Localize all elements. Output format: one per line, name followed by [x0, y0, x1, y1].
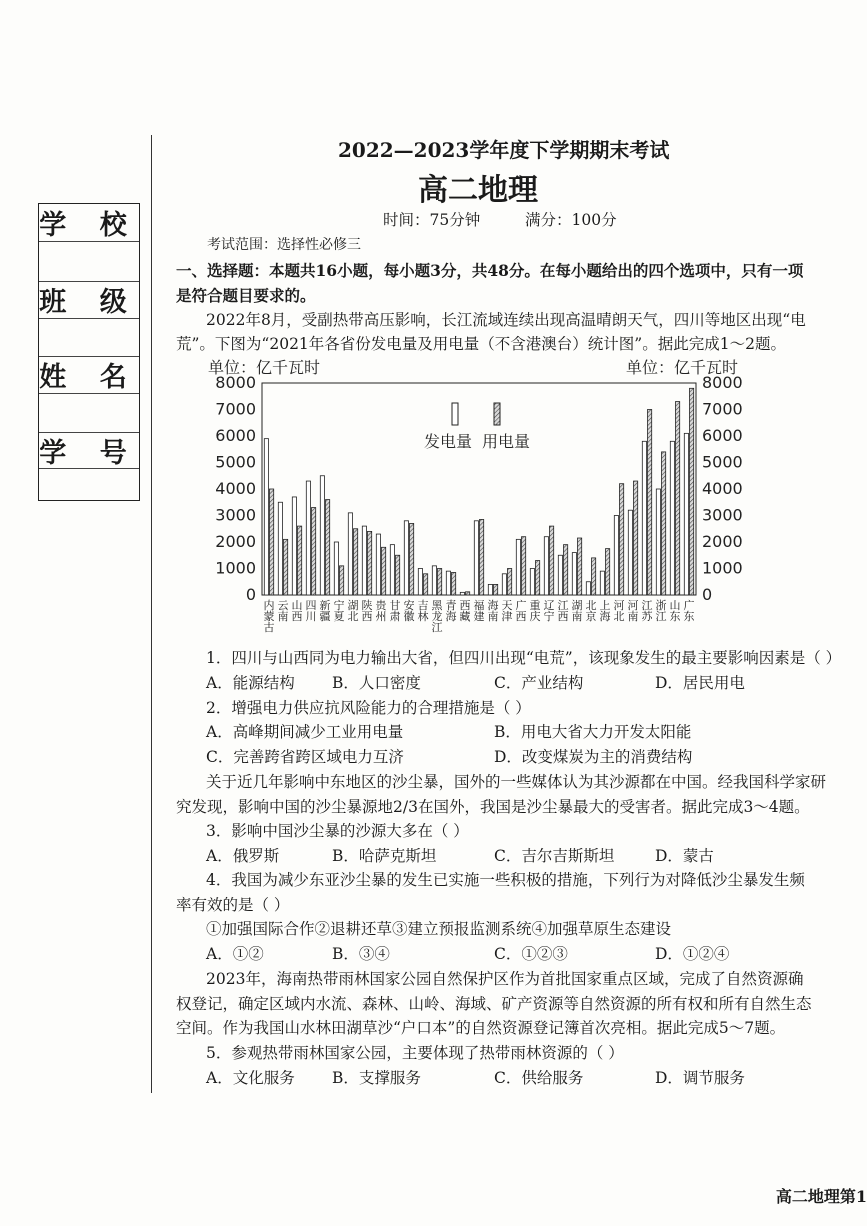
q3-stem: 3．影响中国沙尘暴的沙源大多在（ ）: [206, 822, 469, 840]
passage1-line2: 荒”。下图为“2021年各省份发电量及用电量（不含港澳台）统计图”。据此完成1～2题。: [176, 335, 786, 353]
passage2-line2: 究发现，影响中国的沙尘暴源地2/3在国外，我国是沙尘暴最大的受害者。据此完成3～4题。: [176, 798, 810, 816]
bar-generation: [474, 521, 478, 595]
bar-consumption: [298, 526, 302, 595]
q3-option-d: D．蒙古: [655, 847, 714, 865]
q5-option-d: D．调节服务: [655, 1069, 745, 1087]
y-tick-right: 4000: [702, 479, 743, 498]
x-tick-label: 辽: [543, 599, 555, 612]
section-instructions-1: 一、选择题：本题共16小题，每小题3分，共48分。在每小题给出的四个选项中，只有一项: [176, 261, 804, 280]
exam-title: 2022—2023学年度下学期期末考试: [338, 138, 670, 162]
x-tick-label: 苏: [641, 610, 653, 623]
x-tick-label: 浙: [655, 599, 667, 612]
bar-generation: [502, 574, 506, 595]
bar-generation: [404, 521, 408, 595]
y-tick-right: 3000: [702, 505, 743, 525]
bar-generation: [460, 592, 464, 595]
bar-consumption: [662, 452, 666, 595]
x-tick-label: 江: [431, 621, 443, 634]
bar-generation: [544, 537, 548, 595]
legend-swatch-consumption: [494, 403, 500, 425]
student-id-label: 学 号: [39, 438, 139, 469]
q1-stem: 1．四川与山西同为电力输出大省，但四川出现“电荒”，该现象发生的最主要影响因素是（ ）: [206, 649, 842, 667]
bar-generation: [516, 539, 520, 595]
x-tick-label: 西: [459, 599, 471, 612]
x-tick-label: 西: [515, 610, 527, 623]
q3-option-c: C．吉尔吉斯斯坦: [494, 847, 615, 865]
bar-generation: [446, 571, 450, 595]
bar-generation: [390, 545, 394, 595]
x-tick-label: 藏: [459, 610, 471, 623]
x-tick-label: 北: [613, 610, 625, 623]
bar-consumption: [648, 410, 652, 596]
x-tick-label: 湖: [347, 599, 359, 612]
x-tick-label: 海: [445, 610, 457, 623]
x-tick-label: 龙: [431, 610, 443, 623]
bar-generation: [376, 534, 380, 595]
x-tick-label: 蒙: [263, 610, 275, 623]
bar-generation: [264, 439, 268, 595]
y-tick-right: 5000: [702, 452, 743, 472]
x-tick-label: 四: [305, 599, 317, 612]
chart-legend: [424, 403, 530, 451]
exam-scope: 考试范围：选择性必修三: [207, 237, 361, 253]
x-tick-label: 西: [291, 610, 303, 623]
bar-generation: [628, 510, 632, 595]
passage2-line1: 关于近几年影响中东地区的沙尘暴，国外的一些媒体认为其沙源都在中国。经我国科学家研: [206, 773, 827, 791]
y-tick-left: 1000: [215, 558, 256, 578]
bar-consumption: [410, 523, 414, 595]
y-tick-left: 8000: [215, 373, 256, 392]
q1-option-d: D．居民用电: [655, 674, 745, 692]
bar-consumption: [494, 584, 498, 595]
x-tick-label: 安: [403, 599, 415, 612]
bar-consumption: [396, 555, 400, 595]
q3-option-a: A．俄罗斯: [206, 847, 280, 865]
bar-consumption: [326, 500, 330, 595]
right-y-axis: [702, 373, 743, 604]
left-y-axis: [215, 373, 256, 604]
q5-option-b: B．支撑服务: [332, 1069, 421, 1087]
passage3-line2: 权登记，确定区域内水流、森林、山岭、海域、矿产资源等自然资源的所有权和所有自然生态: [176, 995, 812, 1013]
x-tick-label: 海: [487, 599, 499, 612]
y-tick-right: 6000: [702, 426, 743, 445]
q2-stem: 2．增强电力供应抗风险能力的合理措施是（ ）: [206, 699, 531, 717]
bar-consumption: [368, 531, 372, 595]
exam-score: 满分：100分: [525, 211, 617, 229]
x-tick-label: 东: [683, 610, 695, 623]
class-blank: [39, 318, 139, 319]
bar-consumption: [438, 569, 442, 596]
x-tick-label: 天: [501, 599, 513, 612]
x-tick-label: 广: [515, 599, 527, 612]
binding-line: [151, 135, 152, 1093]
bar-consumption: [690, 388, 694, 595]
y-tick-left: 5000: [215, 452, 256, 472]
bar-generation: [670, 441, 674, 595]
legend-swatch-generation: [452, 403, 458, 425]
x-tick-label: 北: [585, 599, 597, 612]
right-unit-label: 单位：亿千瓦时: [626, 358, 739, 377]
q3-option-b: B．哈萨克斯坦: [332, 847, 437, 865]
q4-option-c: C．①②③: [494, 945, 568, 963]
x-tick-label: 重: [529, 599, 541, 612]
x-tick-label: 津: [501, 610, 513, 623]
bar-generation: [614, 516, 618, 596]
bar-generation: [278, 502, 282, 595]
bar-consumption: [550, 526, 554, 595]
x-tick-label: 陕: [361, 599, 373, 612]
bar-generation: [320, 476, 324, 595]
q2-option-d: D．改变煤炭为主的消费结构: [494, 748, 693, 766]
bar-consumption: [578, 538, 582, 595]
x-tick-label: 西: [361, 610, 373, 623]
bar-consumption: [536, 561, 540, 595]
section-instructions-2: 是符合题目要求的。: [176, 286, 316, 305]
x-tick-label: 甘: [389, 599, 401, 612]
left-unit-label: 单位：亿千瓦时: [208, 358, 321, 377]
x-tick-label: 山: [291, 599, 303, 612]
legend-label-consumption: 用电量: [482, 432, 531, 451]
x-tick-label: 黑: [431, 599, 443, 612]
x-tick-label: 贵: [375, 599, 387, 612]
bar-consumption: [284, 539, 288, 595]
y-tick-left: 0: [245, 585, 256, 604]
page-footer: 高二地理第1: [775, 1187, 867, 1206]
x-tick-label: 南: [277, 610, 289, 623]
x-tick-label: 夏: [333, 610, 345, 623]
legend-label-generation: 发电量: [424, 432, 473, 451]
q1-option-b: B．人口密度: [332, 674, 421, 692]
x-tick-label: 山: [669, 599, 681, 612]
q4-option-a: A．①②: [206, 945, 264, 963]
x-tick-label: 广: [683, 599, 695, 612]
bar-generation: [530, 569, 534, 596]
student-info-box: [38, 203, 140, 501]
x-tick-label: 徽: [403, 610, 415, 623]
x-tick-label: 河: [613, 599, 625, 612]
bar-consumption: [270, 489, 274, 595]
bar-generation: [348, 513, 352, 595]
q4-stem-1: 4．我国为减少东亚沙尘暴的发生已实施一些积极的措施，下列行为对降低沙尘暴发生频: [206, 871, 805, 889]
bar-generation: [362, 526, 366, 595]
x-tick-label: 南: [571, 610, 583, 623]
bar-group: [264, 388, 693, 595]
bar-consumption: [592, 558, 596, 595]
bar-generation: [642, 441, 646, 595]
passage1-line1: 2022年8月，受副热带高压影响，长江流域连续出现高温晴朗天气，四川等地区出现“电: [206, 311, 806, 329]
bar-generation: [292, 497, 296, 595]
bar-consumption: [620, 484, 624, 595]
y-tick-right: 0: [702, 585, 713, 604]
y-tick-right: 7000: [702, 399, 743, 419]
bar-consumption: [466, 592, 470, 595]
bar-generation: [558, 555, 562, 595]
q4-option-d: D．①②④: [655, 945, 730, 963]
x-tick-label: 古: [263, 621, 275, 634]
x-tick-label: 湖: [571, 599, 583, 612]
x-tick-label: 肃: [389, 610, 401, 623]
x-tick-label: 江: [557, 599, 569, 612]
x-tick-label: 福: [473, 599, 485, 612]
name-label: 姓 名: [39, 362, 139, 393]
q5-option-a: A．文化服务: [206, 1069, 295, 1087]
bar-generation: [488, 584, 492, 595]
bar-generation: [586, 582, 590, 595]
q4-items: ①加强国际合作②退耕还草③建立预报监测系统④加强草原生态建设: [206, 920, 672, 938]
school-blank: [39, 241, 139, 242]
q5-stem: 5．参观热带雨林国家公园，主要体现了热带雨林资源的（ ）: [206, 1044, 624, 1062]
q2-option-b: B．用电大省大力开发太阳能: [494, 723, 692, 741]
x-tick-label: 建: [473, 610, 485, 623]
y-tick-right: 8000: [702, 373, 743, 392]
x-tick-label: 上: [599, 599, 611, 612]
y-tick-left: 3000: [215, 505, 256, 525]
bar-consumption: [564, 545, 568, 595]
subject-title: 高二地理: [418, 173, 538, 208]
bar-generation: [656, 489, 660, 595]
bar-generation: [600, 571, 604, 595]
x-tick-label: 林: [417, 610, 429, 623]
passage3-line1: 2023年，海南热带雨林国家公园自然保护区作为首批国家重点区域，完成了自然资源确: [206, 970, 804, 988]
bar-consumption: [340, 566, 344, 595]
x-tick-label: 河: [627, 599, 639, 612]
y-tick-left: 4000: [215, 479, 256, 498]
bar-consumption: [480, 519, 484, 595]
y-tick-left: 2000: [215, 532, 256, 551]
x-tick-label: 宁: [543, 610, 555, 623]
bar-consumption: [522, 537, 526, 595]
q1-option-c: C．产业结构: [494, 674, 584, 692]
q2-option-a: A．高峰期间减少工业用电量: [206, 723, 404, 741]
bar-generation: [684, 433, 688, 595]
x-tick-label: 川: [305, 610, 317, 623]
x-tick-label: 江: [655, 610, 667, 623]
y-tick-left: 6000: [215, 426, 256, 445]
q2-option-c: C．完善跨省跨区域电力互济: [206, 748, 404, 766]
bar-generation: [418, 569, 422, 596]
x-tick-label: 海: [599, 610, 611, 623]
bar-generation: [334, 542, 338, 595]
x-tick-label: 西: [557, 610, 569, 623]
bar-consumption: [424, 574, 428, 595]
x-tick-label: 南: [487, 610, 499, 623]
x-tick-label: 京: [585, 610, 597, 623]
x-tick-label: 青: [445, 599, 457, 612]
q4-option-b: B．③④: [332, 945, 390, 963]
passage3-line3: 空间。作为我国山水林田湖草沙“户口本”的自然资源登记簿首次亮相。据此完成5～7题。: [176, 1019, 786, 1037]
bar-consumption: [676, 402, 680, 595]
q1-option-a: A．能源结构: [206, 674, 295, 692]
bar-consumption: [312, 508, 316, 595]
bar-generation: [306, 481, 310, 595]
x-tick-label: 新: [319, 599, 331, 612]
q4-stem-2: 率有效的是（ ）: [176, 896, 290, 914]
x-tick-label: 北: [347, 610, 359, 623]
bar-consumption: [606, 549, 610, 595]
x-tick-label: 吉: [417, 599, 429, 612]
bar-generation: [572, 553, 576, 595]
x-tick-label: 宁: [333, 599, 345, 612]
class-label: 班 级: [39, 287, 139, 318]
id-blank: [39, 468, 139, 469]
x-tick-label: 江: [641, 599, 653, 612]
q5-option-c: C．供给服务: [494, 1069, 584, 1087]
y-tick-right: 1000: [702, 558, 743, 578]
name-blank: [39, 393, 139, 394]
bar-consumption: [452, 572, 456, 595]
school-label: 学 校: [39, 210, 139, 241]
electricity-bar-chart: [196, 355, 743, 645]
x-tick-label: 南: [627, 610, 639, 623]
y-tick-left: 7000: [215, 399, 256, 419]
x-tick-label: 疆: [319, 610, 331, 623]
x-tick-label: 内: [263, 599, 275, 612]
bar-consumption: [634, 481, 638, 595]
x-tick-label: 云: [277, 599, 289, 612]
bar-generation: [432, 566, 436, 595]
exam-time: 时间：75分钟: [383, 211, 481, 229]
x-tick-label: 东: [669, 610, 681, 623]
x-tick-label: 庆: [529, 610, 541, 623]
bar-consumption: [354, 529, 358, 595]
province-labels: [264, 598, 695, 634]
y-tick-right: 2000: [702, 532, 743, 551]
bar-consumption: [382, 547, 386, 595]
bar-consumption: [508, 569, 512, 596]
x-tick-label: 州: [375, 610, 387, 623]
